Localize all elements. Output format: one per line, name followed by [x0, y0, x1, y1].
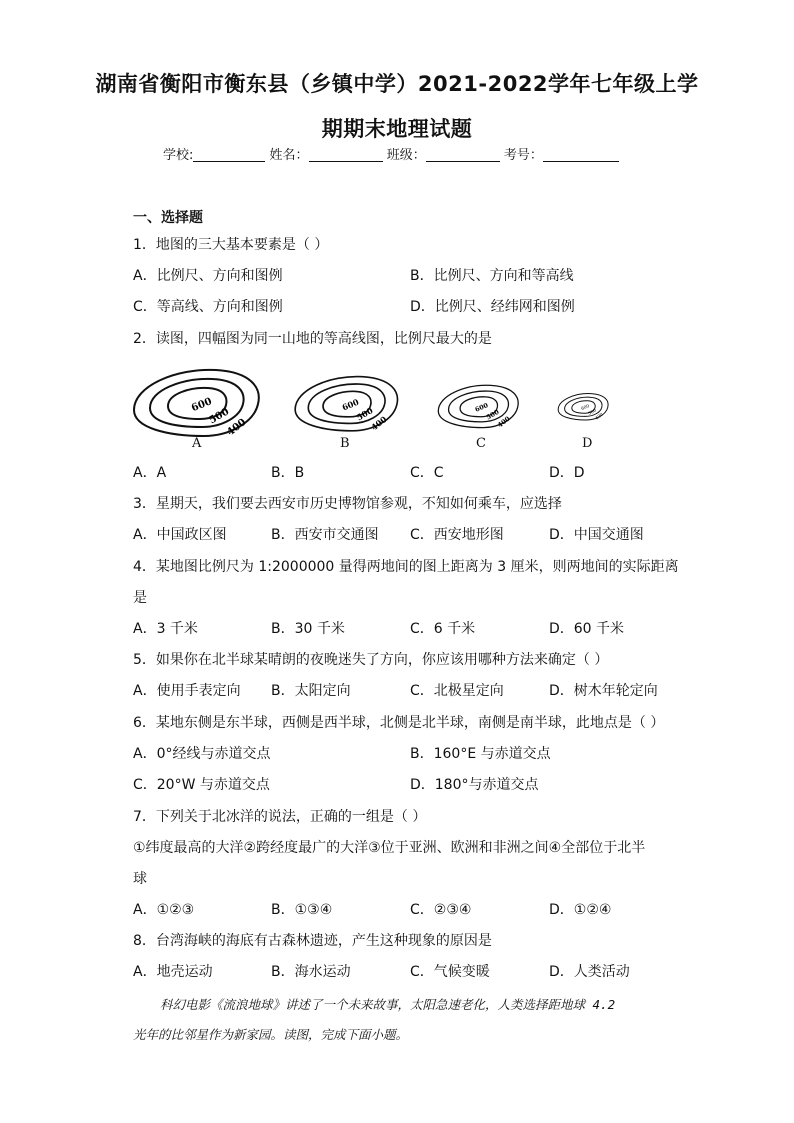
- name-blank[interactable]: [309, 147, 383, 162]
- exam-number-label: 考号：: [503, 148, 543, 163]
- exam-title-line1: 湖南省衡阳市衡东县（乡镇中学）2021-2022学年七年级上学: [95, 72, 699, 96]
- question-7-stem: 7．下列关于北冰洋的说法，正确的一组是（ ）: [133, 809, 427, 825]
- question-4-stem-line2: 是: [133, 590, 147, 606]
- contour-map-c: [438, 385, 518, 429]
- contour-map-figure: [128, 358, 628, 458]
- map-a-400: 400: [225, 416, 249, 439]
- q8-option-d[interactable]: D．人类活动: [549, 964, 630, 980]
- map-b-400: 400: [369, 414, 389, 433]
- q2-option-a[interactable]: A．A: [133, 465, 167, 481]
- contour-map-a: [134, 370, 259, 439]
- school-label: 学校:: [163, 148, 194, 163]
- q8-option-a[interactable]: A．地壳运动: [133, 964, 213, 980]
- question-3-stem: 3．星期天，我们要去西安市历史博物馆参观，不知如何乘车，应选择: [133, 496, 562, 512]
- question-7-stem-line3: 球: [133, 871, 147, 887]
- class-label: 班级：: [386, 148, 426, 163]
- q7-option-b[interactable]: B．①③④: [271, 902, 333, 918]
- question-1-stem: 1．地图的三大基本要素是（ ）: [133, 237, 329, 253]
- student-info-row: [163, 144, 619, 163]
- q8-option-b[interactable]: B．海水运动: [271, 964, 351, 980]
- q6-option-b[interactable]: B．160°E 与赤道交点: [410, 746, 551, 762]
- question-7-stem-line2: ①纬度最高的大洋②跨经度最广的大洋③位于亚洲、欧洲和非洲之间④全部位于北半: [133, 840, 646, 856]
- map-d-500: 500: [587, 408, 598, 417]
- map-b-500: 500: [354, 405, 375, 423]
- map-d-400: 400: [594, 412, 605, 422]
- map-c-500: 500: [484, 407, 501, 422]
- question-6-stem: 6．某地东侧是东半球，西侧是西半球，北侧是北半球，南侧是南半球，此地点是（ ）: [133, 715, 665, 731]
- material-line1: 科幻电影《流浪地球》讲述了一个未来故事，太阳急速老化，人类选择距地球 4.2: [160, 997, 616, 1012]
- map-a-500: 500: [207, 406, 232, 427]
- q5-option-c[interactable]: C．北极星定向: [410, 683, 504, 699]
- figure-label-c: C: [476, 436, 486, 451]
- q7-option-a[interactable]: A．①②③: [133, 902, 195, 918]
- q4-option-a[interactable]: A．3 千米: [133, 621, 198, 637]
- class-blank[interactable]: [426, 147, 500, 162]
- q1-option-d[interactable]: D．比例尺、经纬网和图例: [410, 299, 575, 315]
- q4-option-c[interactable]: C．6 千米: [410, 621, 476, 637]
- q6-option-a[interactable]: A．0°经线与赤道交点: [133, 746, 271, 762]
- q7-option-d[interactable]: D．①②④: [549, 902, 612, 918]
- exam-number-blank[interactable]: [543, 147, 619, 162]
- contour-map-d: [558, 394, 608, 422]
- exam-title-line2: 期期末地理试题: [321, 117, 473, 141]
- q3-option-b[interactable]: B．西安市交通图: [271, 527, 379, 543]
- q5-option-a[interactable]: A．使用手表定向: [133, 683, 241, 699]
- q6-option-c[interactable]: C．20°W 与赤道交点: [133, 777, 270, 793]
- map-c-600: 600: [473, 401, 490, 414]
- q2-option-b[interactable]: B．B: [271, 465, 305, 481]
- q1-option-a[interactable]: A．比例尺、方向和图例: [133, 268, 283, 284]
- q6-option-d[interactable]: D．180°与赤道交点: [410, 777, 539, 793]
- q2-option-c[interactable]: C．C: [410, 465, 444, 481]
- figure-label-b: B: [340, 436, 350, 451]
- map-c-400: 400: [496, 414, 512, 430]
- figure-label-d: D: [582, 436, 593, 451]
- figure-label-a: A: [192, 436, 202, 451]
- contour-maps-svg: [128, 358, 628, 458]
- q5-option-b[interactable]: B．太阳定向: [271, 683, 351, 699]
- question-4-stem-line1: 4．某地图比例尺为 1:2000000 量得两地间的图上距离为 3 厘米，则两地间的实际距离: [133, 559, 679, 575]
- name-label: 姓名：: [269, 148, 309, 163]
- question-2-stem: 2．读图，四幅图为同一山地的等高线图，比例尺最大的是: [133, 331, 492, 347]
- q1-option-b[interactable]: B．比例尺、方向和等高线: [410, 268, 574, 284]
- q3-option-a[interactable]: A．中国政区图: [133, 527, 227, 543]
- q8-option-c[interactable]: C．气候变暖: [410, 964, 490, 980]
- question-5-stem: 5．如果你在北半球某晴朗的夜晚迷失了方向，你应该用哪种方法来确定（ ）: [133, 652, 609, 668]
- q3-option-c[interactable]: C．西安地形图: [410, 527, 504, 543]
- material-line2: 光年的比邻星作为新家园。读图，完成下面小题。: [133, 1027, 409, 1042]
- section-title: 一、选择题: [133, 210, 203, 226]
- q4-option-b[interactable]: B．30 千米: [271, 621, 345, 637]
- map-d-600: 600: [580, 404, 591, 412]
- contour-map-b: [295, 377, 397, 433]
- question-8-stem: 8．台湾海峡的海底有古森林遗迹，产生这种现象的原因是: [133, 933, 492, 949]
- q3-option-d[interactable]: D．中国交通图: [549, 527, 644, 543]
- q1-option-c[interactable]: C．等高线、方向和图例: [133, 299, 283, 315]
- q2-option-d[interactable]: D．D: [549, 465, 585, 481]
- q4-option-d[interactable]: D．60 千米: [549, 621, 625, 637]
- q5-option-d[interactable]: D．树木年轮定向: [549, 683, 658, 699]
- q7-option-c[interactable]: C．②③④: [410, 902, 472, 918]
- school-blank[interactable]: [193, 147, 265, 162]
- map-a-600: 600: [190, 396, 214, 415]
- map-b-600: 600: [340, 396, 361, 413]
